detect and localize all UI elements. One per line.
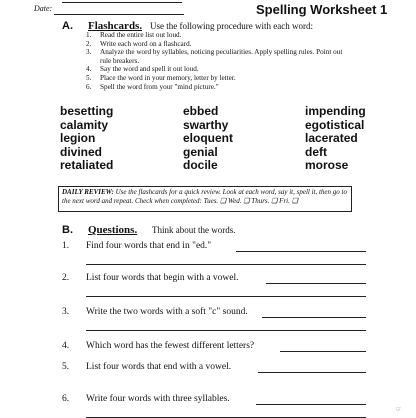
spelling-word: docile [183, 158, 218, 172]
answer-line[interactable] [86, 330, 366, 331]
question-number: 1. [62, 241, 70, 251]
spelling-word: besetting [60, 104, 114, 118]
spelling-word: impending [305, 104, 366, 118]
spelling-word: genial [183, 144, 218, 159]
procedure-step [86, 57, 386, 66]
day-checkbox-fri[interactable]: Fri. ❑ [279, 197, 298, 205]
step-number: 1. [86, 31, 92, 39]
spelling-word: divined [60, 144, 103, 159]
step-text: Analyze the word by syllables, noticing peculiarities. Apply spelling rules. Point out [100, 48, 343, 57]
step-number: 6. [86, 82, 92, 91]
day-checkbox-tues[interactable]: Tues. ❑ [203, 197, 227, 205]
question-number: 4. [62, 341, 70, 351]
step-text: Say the word and spell it out loud. [100, 65, 199, 74]
question-text: List four words that end with a vowel. [86, 362, 232, 372]
answer-line[interactable] [266, 283, 366, 284]
step-number: 4. [86, 65, 92, 74]
step-text: Write each word on a flashcard. [100, 39, 192, 48]
section-b-title: Questions. [88, 224, 138, 236]
spelling-word: calamity [60, 117, 109, 132]
spelling-word: legion [60, 131, 96, 145]
answer-line[interactable] [262, 317, 366, 318]
step-number: 2. [86, 39, 92, 48]
date-line [54, 14, 184, 15]
question-text: Which word has the fewest different letters? [86, 341, 255, 351]
procedure-steps [86, 31, 386, 91]
procedure-step [86, 31, 386, 40]
procedure-step [86, 83, 386, 92]
name-line [62, 2, 182, 3]
answer-line[interactable] [86, 296, 366, 297]
step-text: Read the entire list out loud. [100, 31, 182, 39]
daily-review-box [58, 186, 352, 212]
procedure-step [86, 40, 386, 49]
spelling-word: egotistical [305, 117, 365, 132]
question-number: 5. [62, 362, 70, 372]
section-a-letter: A. [62, 20, 73, 32]
step-number: 5. [86, 73, 92, 82]
footer-hand-icon: ☞ [396, 407, 402, 413]
procedure-step [86, 48, 386, 57]
spelling-word: lacerated [305, 131, 358, 145]
question-number: 3. [62, 307, 70, 317]
answer-line[interactable] [258, 372, 366, 373]
procedure-step [86, 65, 386, 74]
step-text: rule breakers. [100, 56, 140, 65]
question-text: Write the two words with a soft "c" sound. [86, 307, 248, 317]
spelling-word: retaliated [60, 158, 114, 172]
question-text: List four words that begin with a vowel. [86, 273, 239, 283]
spelling-word: swarthy [183, 117, 229, 132]
spelling-word: morose [305, 158, 349, 172]
question-text: Write four words with three syllables. [86, 394, 230, 404]
day-checkbox-wed[interactable]: Wed. ❑ [227, 197, 250, 205]
worksheet-title: Spelling Worksheet 1 [256, 2, 388, 17]
section-a-description: Use the following procedure with each word: [150, 21, 313, 31]
daily-review-text: Use the flashcards for a quick review. Look at each word, say it, spell it, then go to the next word and repeat. Check when completed: [62, 188, 347, 205]
section-b-description: Think about the words. [152, 225, 236, 235]
spelling-word: eloquent [183, 131, 233, 145]
answer-line[interactable] [280, 351, 366, 352]
step-text: Spell the word from your "mind picture." [100, 82, 219, 91]
question-text: Find four words that end in "ed." [86, 241, 212, 251]
spelling-word: ebbed [183, 104, 219, 118]
question-number: 6. [62, 394, 70, 404]
answer-line[interactable] [236, 251, 366, 252]
daily-review-label: DAILY REVIEW: [62, 188, 114, 196]
section-b-letter: B. [62, 224, 73, 236]
answer-line[interactable] [256, 404, 366, 405]
question-number: 2. [62, 273, 70, 283]
procedure-step [86, 74, 386, 83]
step-number [86, 57, 100, 66]
day-checkbox-thurs[interactable]: Thurs. ❑ [251, 197, 278, 205]
answer-line[interactable] [86, 264, 366, 265]
step-text: Place the word in your memory, letter by letter. [100, 73, 236, 82]
section-a-title: Flashcards. [88, 20, 143, 32]
step-number: 3. [86, 48, 92, 57]
date-label: Date: [34, 4, 53, 13]
spelling-word: deft [305, 144, 327, 159]
